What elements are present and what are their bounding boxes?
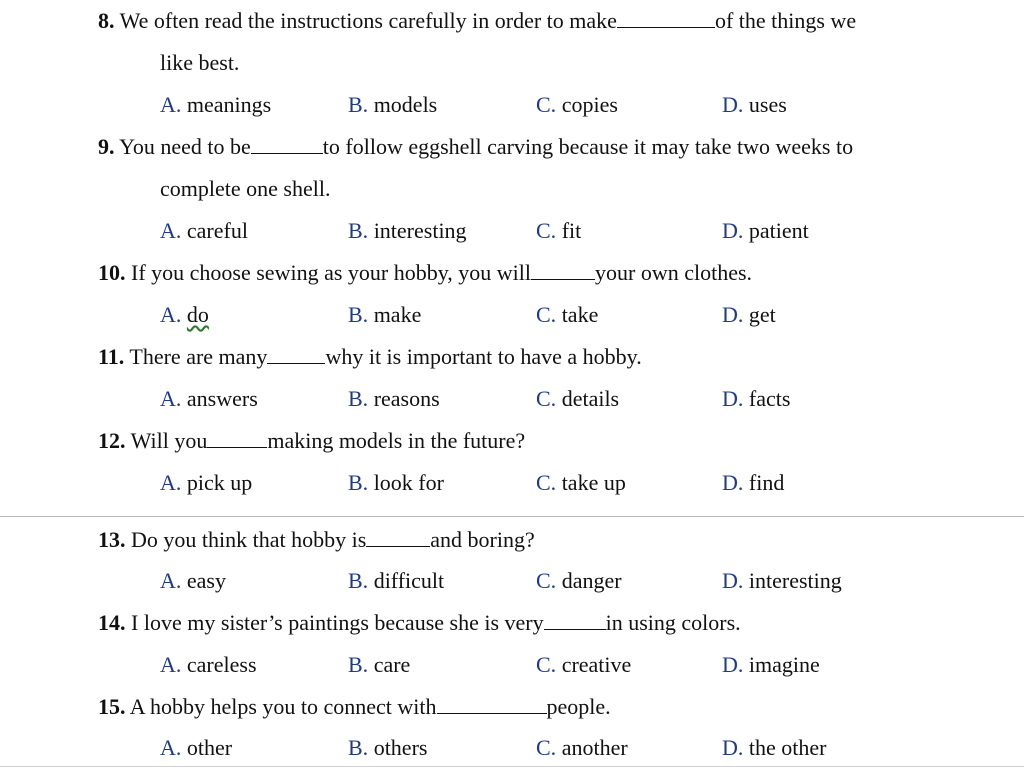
option-text: another [556,735,628,760]
option-letter: C. [536,652,557,677]
option-letter: B. [348,386,369,411]
question-number: 15. [98,694,126,719]
option-text: difficult [368,568,445,593]
option-text: copies [556,92,618,117]
question-text: your own clothes. [595,260,753,285]
question-text: There are many [124,344,268,369]
option-d [722,470,784,496]
option-text: careful [181,218,248,243]
question-8-continuation: like best. [160,50,240,75]
option-b [348,92,437,118]
question-11 [98,344,642,370]
option-text: the other [743,735,827,760]
option-text: patient [743,218,809,243]
option-text: details [556,386,620,411]
option-text: look for [368,470,444,495]
option-letter: A. [160,386,182,411]
answer-blank [251,135,323,154]
option-text: take up [556,470,626,495]
question-text: people. [546,694,611,719]
option-letter: D. [722,735,744,760]
option-b [348,470,444,496]
option-text: creative [556,652,632,677]
option-a [160,386,258,412]
option-letter: A. [160,735,182,760]
option-d [722,302,776,328]
question-text: why it is important to have a hobby. [325,344,642,369]
option-a [160,568,226,594]
question-text: We often read the instructions carefully in order to make [114,8,617,33]
option-a [160,218,248,244]
question-number: 11. [98,344,125,369]
option-letter: A. [160,470,182,495]
option-letter: C. [536,735,557,760]
option-text: meanings [181,92,272,117]
option-letter: C. [536,302,557,327]
option-b [348,568,444,594]
option-letter: D. [722,568,744,593]
option-b [348,652,410,678]
option-letter: B. [348,218,369,243]
question-12 [98,428,525,454]
option-letter: B. [348,92,369,117]
bottom-border [0,766,1024,767]
option-text: reasons [368,386,440,411]
option-letter: A. [160,218,182,243]
option-text: danger [556,568,622,593]
option-text: facts [743,386,791,411]
question-10 [98,260,752,286]
option-text: get [743,302,776,327]
question-text: to follow eggshell carving because it may take two weeks to [322,134,854,159]
question-text: making models in the future? [267,428,526,453]
question-14 [98,610,741,636]
question-text: If you choose sewing as your hobby, you will [125,260,532,285]
answer-blank [267,345,325,364]
question-number: 10. [98,260,126,285]
option-d [722,386,790,412]
option-letter: B. [348,302,369,327]
option-b [348,302,421,328]
option-letter: B. [348,735,369,760]
option-a [160,652,257,678]
option-d [722,652,820,678]
option-letter: C. [536,470,557,495]
option-letter: D. [722,386,744,411]
option-letter: C. [536,386,557,411]
option-c [536,470,626,496]
option-d [722,568,842,594]
option-letter: A. [160,302,182,327]
question-text: I love my sister’s paintings because she is very [125,610,544,635]
answer-blank [207,429,267,448]
option-text: find [743,470,785,495]
question-text: You need to be [114,134,251,159]
option-letter: B. [348,470,369,495]
question-text: in using colors. [605,610,741,635]
question-15 [98,694,611,720]
question-9-continuation: complete one shell. [160,176,331,201]
option-letter: B. [348,652,369,677]
option-d [722,735,826,761]
question-13 [98,527,535,553]
option-text: make [368,302,422,327]
question-text: A hobby helps you to connect with [125,694,437,719]
question-9 [98,134,853,160]
option-letter: B. [348,568,369,593]
option-letter: D. [722,470,744,495]
question-number: 9. [98,134,115,159]
option-text: other [181,735,233,760]
page-divider [0,516,1024,517]
option-b [348,735,427,761]
answer-blank [617,9,715,28]
option-letter: D. [722,652,744,677]
option-c [536,302,598,328]
option-letter: C. [536,218,557,243]
question-text: of the things we [714,8,857,33]
question-number: 14. [98,610,126,635]
option-letter: D. [722,218,744,243]
answer-blank [544,611,606,630]
option-text: take [556,302,599,327]
option-letter: D. [722,92,744,117]
question-text: Do you think that hobby is [125,527,367,552]
option-letter: A. [160,652,182,677]
option-text: imagine [743,652,820,677]
option-text: care [368,652,411,677]
option-c [536,568,622,594]
question-8 [98,8,856,34]
option-a [160,470,252,496]
option-text: uses [743,92,787,117]
answer-blank [437,695,547,714]
question-number: 8. [98,8,115,33]
option-c [536,735,628,761]
question-number: 13. [98,527,126,552]
option-letter: D. [722,302,744,327]
option-letter: A. [160,568,182,593]
option-b [348,386,440,412]
question-number: 12. [98,428,126,453]
option-a [160,302,209,328]
answer-blank [531,261,595,280]
option-c [536,386,619,412]
option-text: answers [181,386,258,411]
option-text: careless [181,652,257,677]
question-text: and boring? [430,527,535,552]
option-d [722,218,809,244]
option-c [536,218,581,244]
answer-blank [366,528,430,547]
option-text: others [368,735,428,760]
option-text: easy [181,568,226,593]
option-text: interesting [743,568,842,593]
option-text: pick up [181,470,253,495]
option-text: interesting [368,218,467,243]
option-d [722,92,787,118]
option-text: fit [556,218,582,243]
option-letter: C. [536,92,557,117]
question-text: Will you [125,428,208,453]
option-letter: C. [536,568,557,593]
option-c [536,92,618,118]
option-letter: A. [160,92,182,117]
option-c [536,652,631,678]
option-b [348,218,467,244]
option-a [160,92,271,118]
option-text: models [368,92,438,117]
option-text: do [186,302,209,327]
option-a [160,735,232,761]
